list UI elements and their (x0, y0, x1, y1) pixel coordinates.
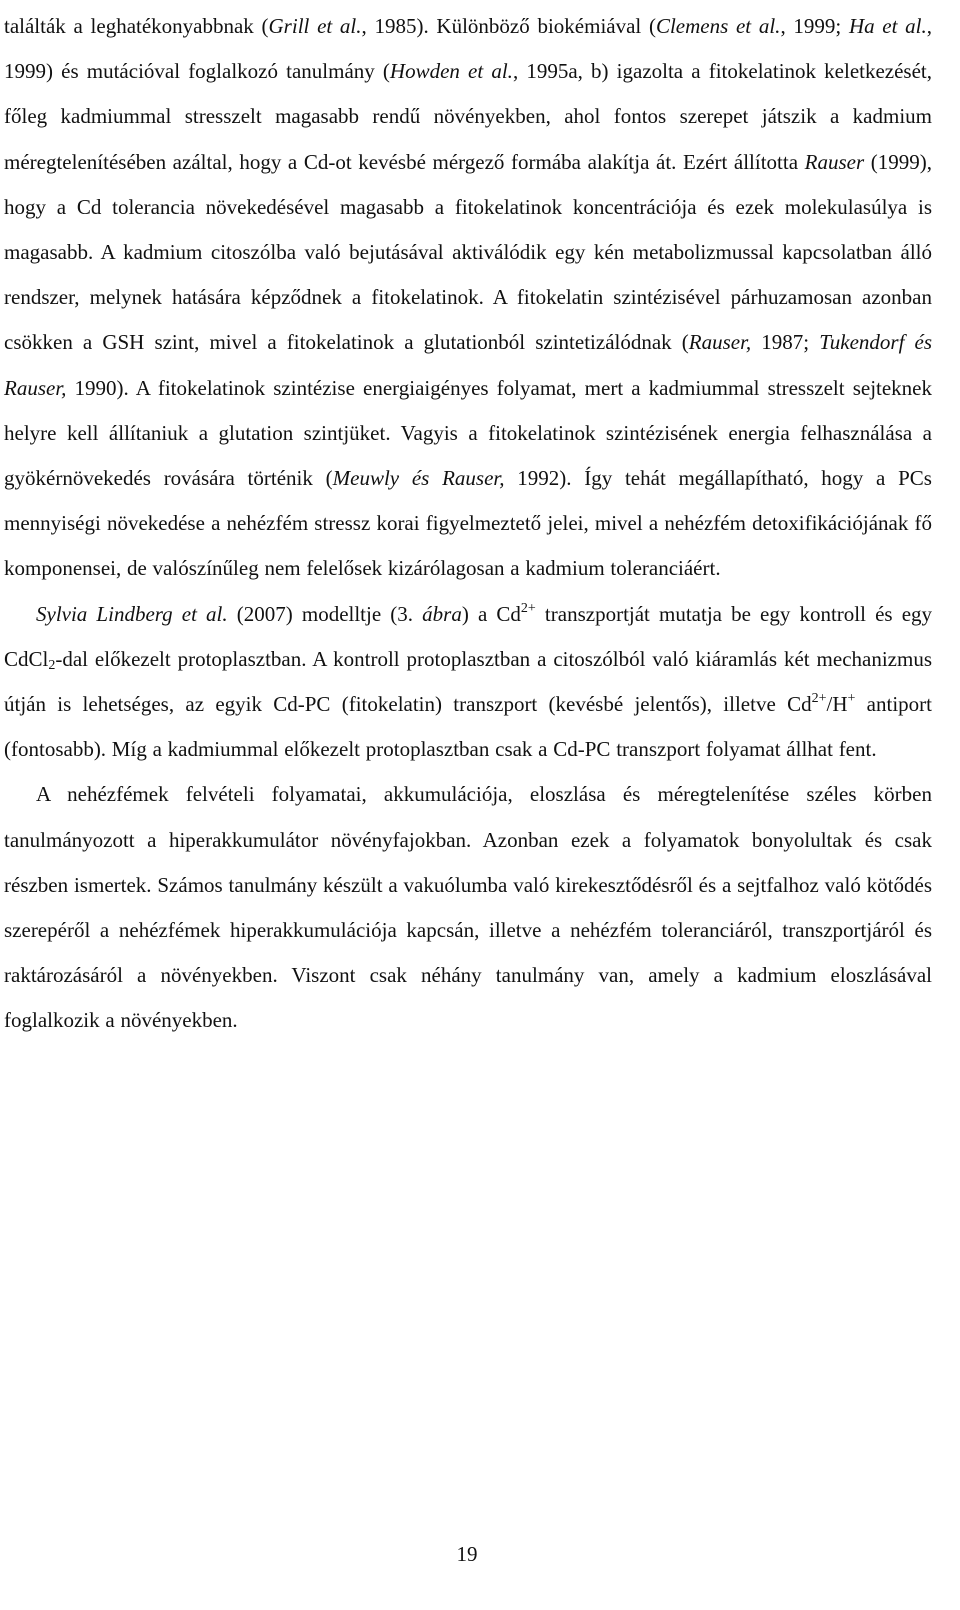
superscript: 2+ (811, 691, 827, 707)
paragraph-2 (4, 592, 932, 773)
text-run: , 1999) és mutációval foglalkozó tanulmány ( (4, 14, 933, 84)
text-run: -dal előkezelt protoplasztban. A kontroll protoplasztban a citoszólból való kiáramlás két mechanizmus útján is lehetséges, az egyik Cd-PC (fitokelatin) transzport (kevésbé jelentős), illetve Cd (4, 646, 932, 717)
text-run: , 1985). Különböző biokémiával ( (361, 14, 656, 38)
italic-citation: Clemens et al. (655, 14, 781, 38)
text-run: (1999), hogy a Cd tolerancia növekedésével magasabb a fitokelatinok koncentrációja és ezek molekulasúlya is magasabb. A kadmium citoszólba való bejutásával aktiválódik egy kén metabolizmussal kapcsolatban álló rendszer, melynek hatására képződnek a fitokelatinok. A fitokelatin szintézisével párhuzamosan azonban csökken a GSH szint, mivel a fitokelatinok a glutationból szintetizálódnak ( (4, 149, 932, 355)
superscript: + (847, 691, 856, 707)
italic-citation: Rauser (804, 149, 865, 174)
italic-citation: Rauser, (688, 330, 752, 355)
paragraph-3 (4, 772, 932, 1043)
text-run: (2007) modelltje (3. (227, 601, 423, 626)
text-run: , 1999; (780, 14, 849, 38)
text-run: antiport (fontosabb). Míg a kadmiummal előkezelt protoplasztban csak a Cd-PC transzport folyamat állhat fent. (4, 692, 932, 762)
text-run: A nehézfémek felvételi folyamatai, akkumulációja, eloszlása és méregtelenítése széles körben tanulmányozott a hiperakkumulátor növényfajokban. Azonban ezek a folyamatok bonyolultak és csak részben ismertek. Számos tanulmány készült a vakuólumba való kirekesztődésről és a sejtfalhoz való kötődés szerepéről a nehézfémek hiperakkumulációja kapcsán, illetve a nehézfém toleranciáról, transzportjáról és raktározásáról a növényekben. Viszont csak néhány tanulmány van, amely a kadmium eloszlásával foglalkozik a növényekben. (4, 782, 932, 1033)
paragraph-1 (4, 4, 932, 592)
text-run: /H (826, 692, 848, 717)
italic-citation: ábra (422, 601, 462, 626)
italic-citation: Meuwly és Rauser, (332, 466, 505, 491)
italic-citation: Howden et al. (389, 59, 513, 84)
italic-citation: Tukendorf és Rauser, (4, 330, 932, 400)
text-run: transzportját mutatja be egy kontroll és egy CdCl (4, 601, 933, 671)
text-run: , 1995a, b) igazolta a fitokelatinok keletkezését, főleg kadmiummal stresszelt magasabb rendű növényekben, ahol fontos szerepet játszik a kadmium méregtelenítésében azáltal, hogy a Cd-ot kevésbé mérgező formába alakítja át. Ezért állította (4, 59, 933, 174)
text-run: 1990). A fitokelatinok szintézise energiaigényes folyamat, mert a kadmiummal stresszelt sejteknek helyre kell állítaniuk a glutation szintjüket. Vagyis a fitokelatinok szintézisének energia felhasználása a gyökérnövekedés rovására történik ( (4, 375, 932, 491)
text-run: 1992). Így tehát megállapítható, hogy a PCs mennyiségi növekedése a nehézfém stressz korai figyelmeztető jelei, mivel a nehézfém detoxifikációjának fő komponensei, de valószínűleg nem felelősek kizárólagosan a kadmium toleranciáért. (4, 466, 932, 581)
document-page (4, 4, 932, 1044)
text-run: ) a Cd (461, 601, 521, 626)
text-run: 1987; (751, 330, 820, 355)
page-number: 19 (456, 1542, 478, 1566)
subscript: 2 (48, 657, 56, 673)
italic-citation: Ha et al. (848, 14, 927, 38)
italic-citation: Sylvia Lindberg et al. (36, 601, 228, 626)
text-run: találták a leghatékonyabbnak ( (4, 14, 269, 38)
superscript: 2+ (520, 600, 536, 616)
italic-citation: Grill et al. (268, 14, 362, 38)
